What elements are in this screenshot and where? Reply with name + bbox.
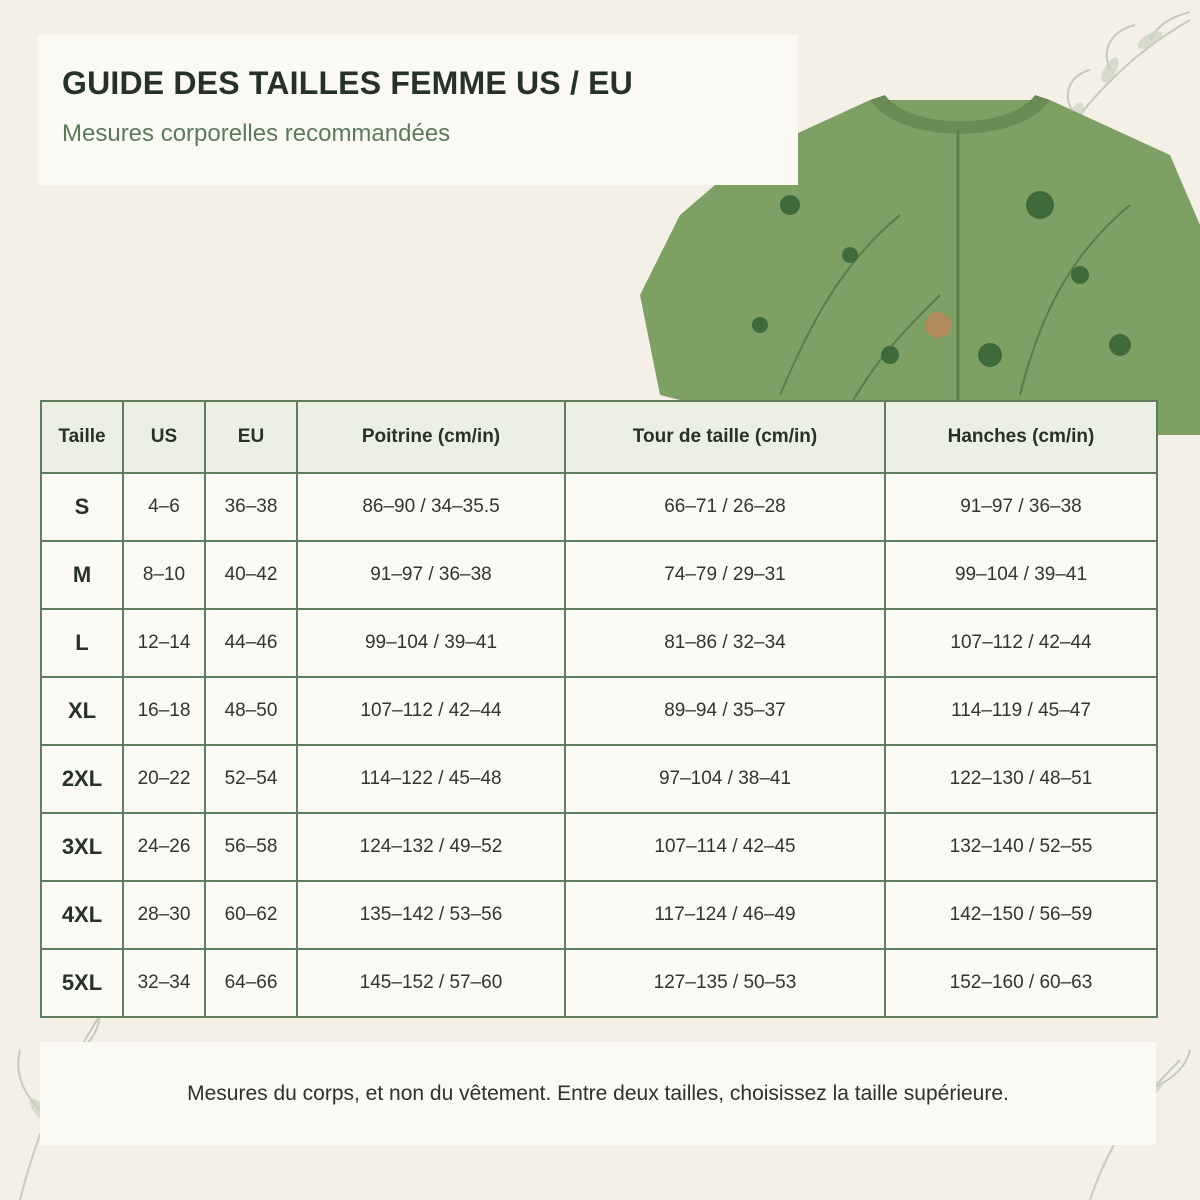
us-cell: 4–6 [123,473,205,541]
size-table [40,400,1158,1018]
table-row [41,609,1157,677]
chest-cell: 91–97 / 36–38 [297,541,565,609]
button-icon [925,312,951,338]
column-header-eu: EU [205,401,297,473]
waist-cell: 66–71 / 26–28 [565,473,885,541]
table-row [41,881,1157,949]
us-cell: 12–14 [123,609,205,677]
us-cell: 32–34 [123,949,205,1017]
waist-cell: 81–86 / 32–34 [565,609,885,677]
size-cell: 4XL [41,881,123,949]
chest-cell: 135–142 / 53–56 [297,881,565,949]
table-row [41,541,1157,609]
hips-cell: 107–112 / 42–44 [885,609,1157,677]
eu-cell: 36–38 [205,473,297,541]
footer-note-text: Mesures du corps, et non du vêtement. Entre deux tailles, choisissez la taille supérieure. [187,1081,1009,1105]
size-table-container [40,400,1156,1017]
hips-cell: 91–97 / 36–38 [885,473,1157,541]
eu-cell: 60–62 [205,881,297,949]
table-row [41,473,1157,541]
hips-cell: 152–160 / 60–63 [885,949,1157,1017]
column-header-hanches: Hanches (cm/in) [885,401,1157,473]
eu-cell: 56–58 [205,813,297,881]
size-cell: 3XL [41,813,123,881]
size-cell: 5XL [41,949,123,1017]
waist-cell: 89–94 / 35–37 [565,677,885,745]
us-cell: 28–30 [123,881,205,949]
chest-cell: 86–90 / 34–35.5 [297,473,565,541]
page-title: GUIDE DES TAILLES FEMME US / EU [62,65,633,101]
footer-note [40,1042,1156,1145]
chest-cell: 124–132 / 49–52 [297,813,565,881]
size-cell: M [41,541,123,609]
chest-cell: 145–152 / 57–60 [297,949,565,1017]
waist-cell: 97–104 / 38–41 [565,745,885,813]
waist-cell: 74–79 / 29–31 [565,541,885,609]
column-header-tour-de-taille: Tour de taille (cm/in) [565,401,885,473]
chest-cell: 99–104 / 39–41 [297,609,565,677]
waist-cell: 127–135 / 50–53 [565,949,885,1017]
table-row [41,813,1157,881]
us-cell: 16–18 [123,677,205,745]
size-cell: L [41,609,123,677]
hips-cell: 132–140 / 52–55 [885,813,1157,881]
hips-cell: 142–150 / 56–59 [885,881,1157,949]
chest-cell: 107–112 / 42–44 [297,677,565,745]
hips-cell: 122–130 / 48–51 [885,745,1157,813]
table-row [41,677,1157,745]
table-row [41,745,1157,813]
table-header-row [41,401,1157,473]
waist-cell: 107–114 / 42–45 [565,813,885,881]
eu-cell: 52–54 [205,745,297,813]
chest-cell: 114–122 / 45–48 [297,745,565,813]
size-cell: XL [41,677,123,745]
eu-cell: 64–66 [205,949,297,1017]
eu-cell: 44–46 [205,609,297,677]
table-row [41,949,1157,1017]
us-cell: 8–10 [123,541,205,609]
eu-cell: 48–50 [205,677,297,745]
page-subtitle: Mesures corporelles recommandées [62,120,451,147]
column-header-poitrine: Poitrine (cm/in) [297,401,565,473]
us-cell: 24–26 [123,813,205,881]
header-panel [38,35,798,185]
size-cell: S [41,473,123,541]
column-header-us: US [123,401,205,473]
hips-cell: 99–104 / 39–41 [885,541,1157,609]
eu-cell: 40–42 [205,541,297,609]
column-header-taille: Taille [41,401,123,473]
us-cell: 20–22 [123,745,205,813]
hips-cell: 114–119 / 45–47 [885,677,1157,745]
size-cell: 2XL [41,745,123,813]
waist-cell: 117–124 / 46–49 [565,881,885,949]
